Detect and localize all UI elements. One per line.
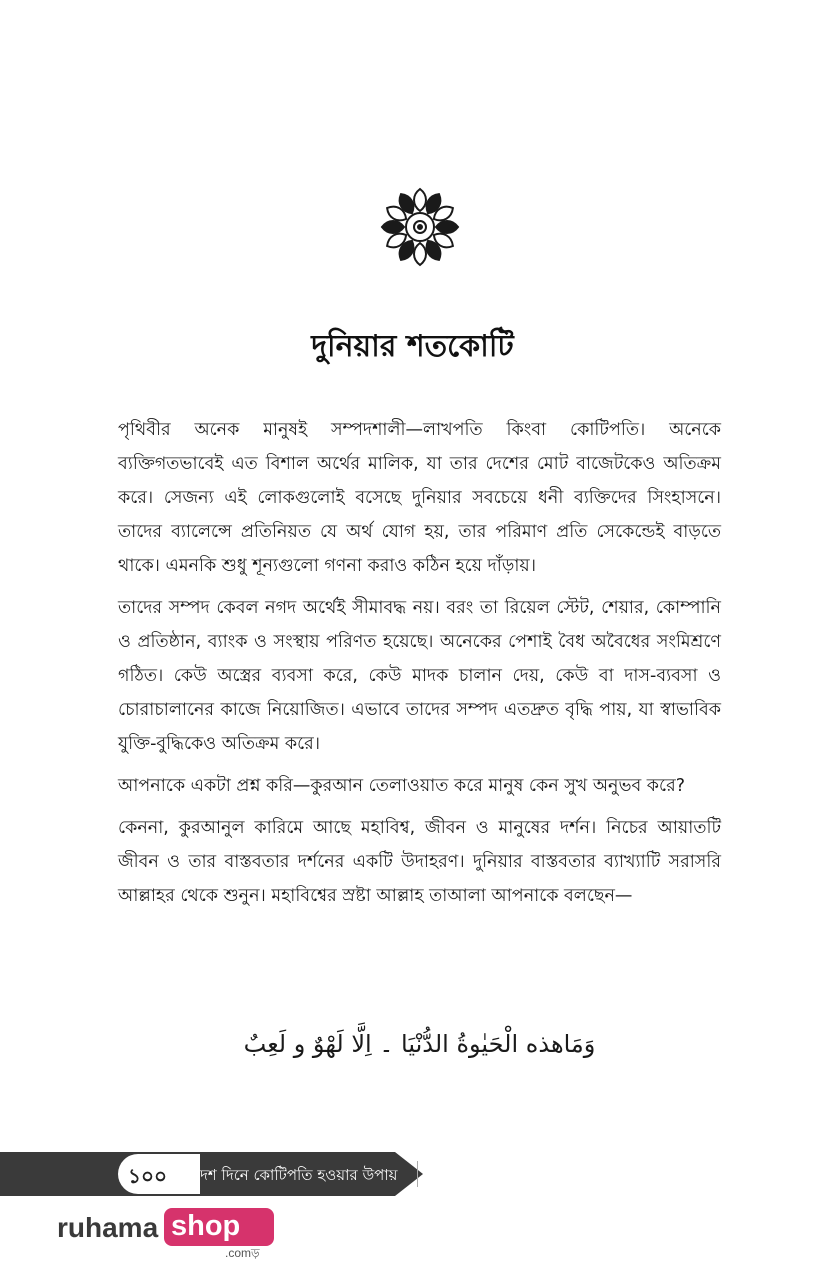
- logo-text-right: shop: [171, 1210, 241, 1242]
- footer-divider: [417, 1161, 418, 1187]
- paragraph: তাদের সম্পদ কেবল নগদ অর্থেই সীমাবদ্ধ নয়। বরং তা রিয়েল স্টেট, শেয়ার, কোম্পানি ও প্রতিষ্ঠান, ব্যাংক ও সংস্থায় পরিণত হয়েছে। অনেকের পেশাই বৈধ অবৈধের সংমিশ্রণে গঠিত। কেউ অস্ত্রের ব্যবসা করে, কেউ মাদক চালান দেয়, কেউ বা দাস-ব্যবসা ও চোরাচালানের কাজে নিয়োজিত। এভাবে তাদের সম্পদ এতদ্রুত বৃদ্ধি পায়, যা স্বাভাবিক যুক্তি-বুদ্ধিকেও অতিক্রম করে।: [118, 598, 721, 754]
- logo-text-left: ruhama: [57, 1212, 159, 1243]
- arabic-verse: وَمَاهذه الْحَيٰوةُ الدُّنْيَا ۔ اِلَّا لَهْوٌ و لَعِبٌ: [243, 1030, 596, 1058]
- flower-mandala-icon: [380, 185, 460, 269]
- paragraph: আপনাকে একটা প্রশ্ন করি—কুরআন তেলাওয়াত করে মানুষ কেন সুখ অনুভব করে?: [118, 776, 685, 796]
- paragraph: কেননা, কুরআনুল কারিমে আছে মহাবিশ্ব, জীবন ও মানুষের দর্শন। নিচের আয়াতটি জীবন ও তার বাস্তবতার দর্শনের একটি উদাহরণ। দুনিয়ার বাস্তবতার ব্যাখ্যাটি সরাসরি আল্লাহর থেকে শুনুন। মহাবিশ্বের স্রষ্টা আল্লাহ তাআলা আপনাকে বলছেন—: [118, 818, 721, 906]
- logo-subtext: .comড়: [225, 1246, 260, 1260]
- running-title: দশ দিনে কোটিপতি হওয়ার উপায়: [200, 1166, 398, 1184]
- page-number: ১০০: [128, 1164, 167, 1188]
- paragraph: পৃথিবীর অনেক মানুষই সম্পদশালী—লাখপতি কিংবা কোটিপতি। অনেকে ব্যক্তিগতভাবেই এত বিশাল অর্থের মালিক, যা তার দেশের মোট বাজেটকেও অতিক্রম করে। সেজন্য এই লোকগুলোই বসেছে দুনিয়ার সবচেয়ে ধনী ব্যক্তিদের সিংহাসনে। তাদের ব্যালেন্সে প্রতিনিয়ত যে অর্থ যোগ হয়, তার পরিমাণ প্রতি সেকেন্ডেই বাড়তে থাকে। এমনকি শুধু শূন্যগুলো গণনা করাও কঠিন হয়ে দাঁড়ায়।: [118, 420, 721, 576]
- chapter-title: দুনিয়ার শতকোটি: [311, 329, 514, 364]
- body-text: [118, 413, 721, 921]
